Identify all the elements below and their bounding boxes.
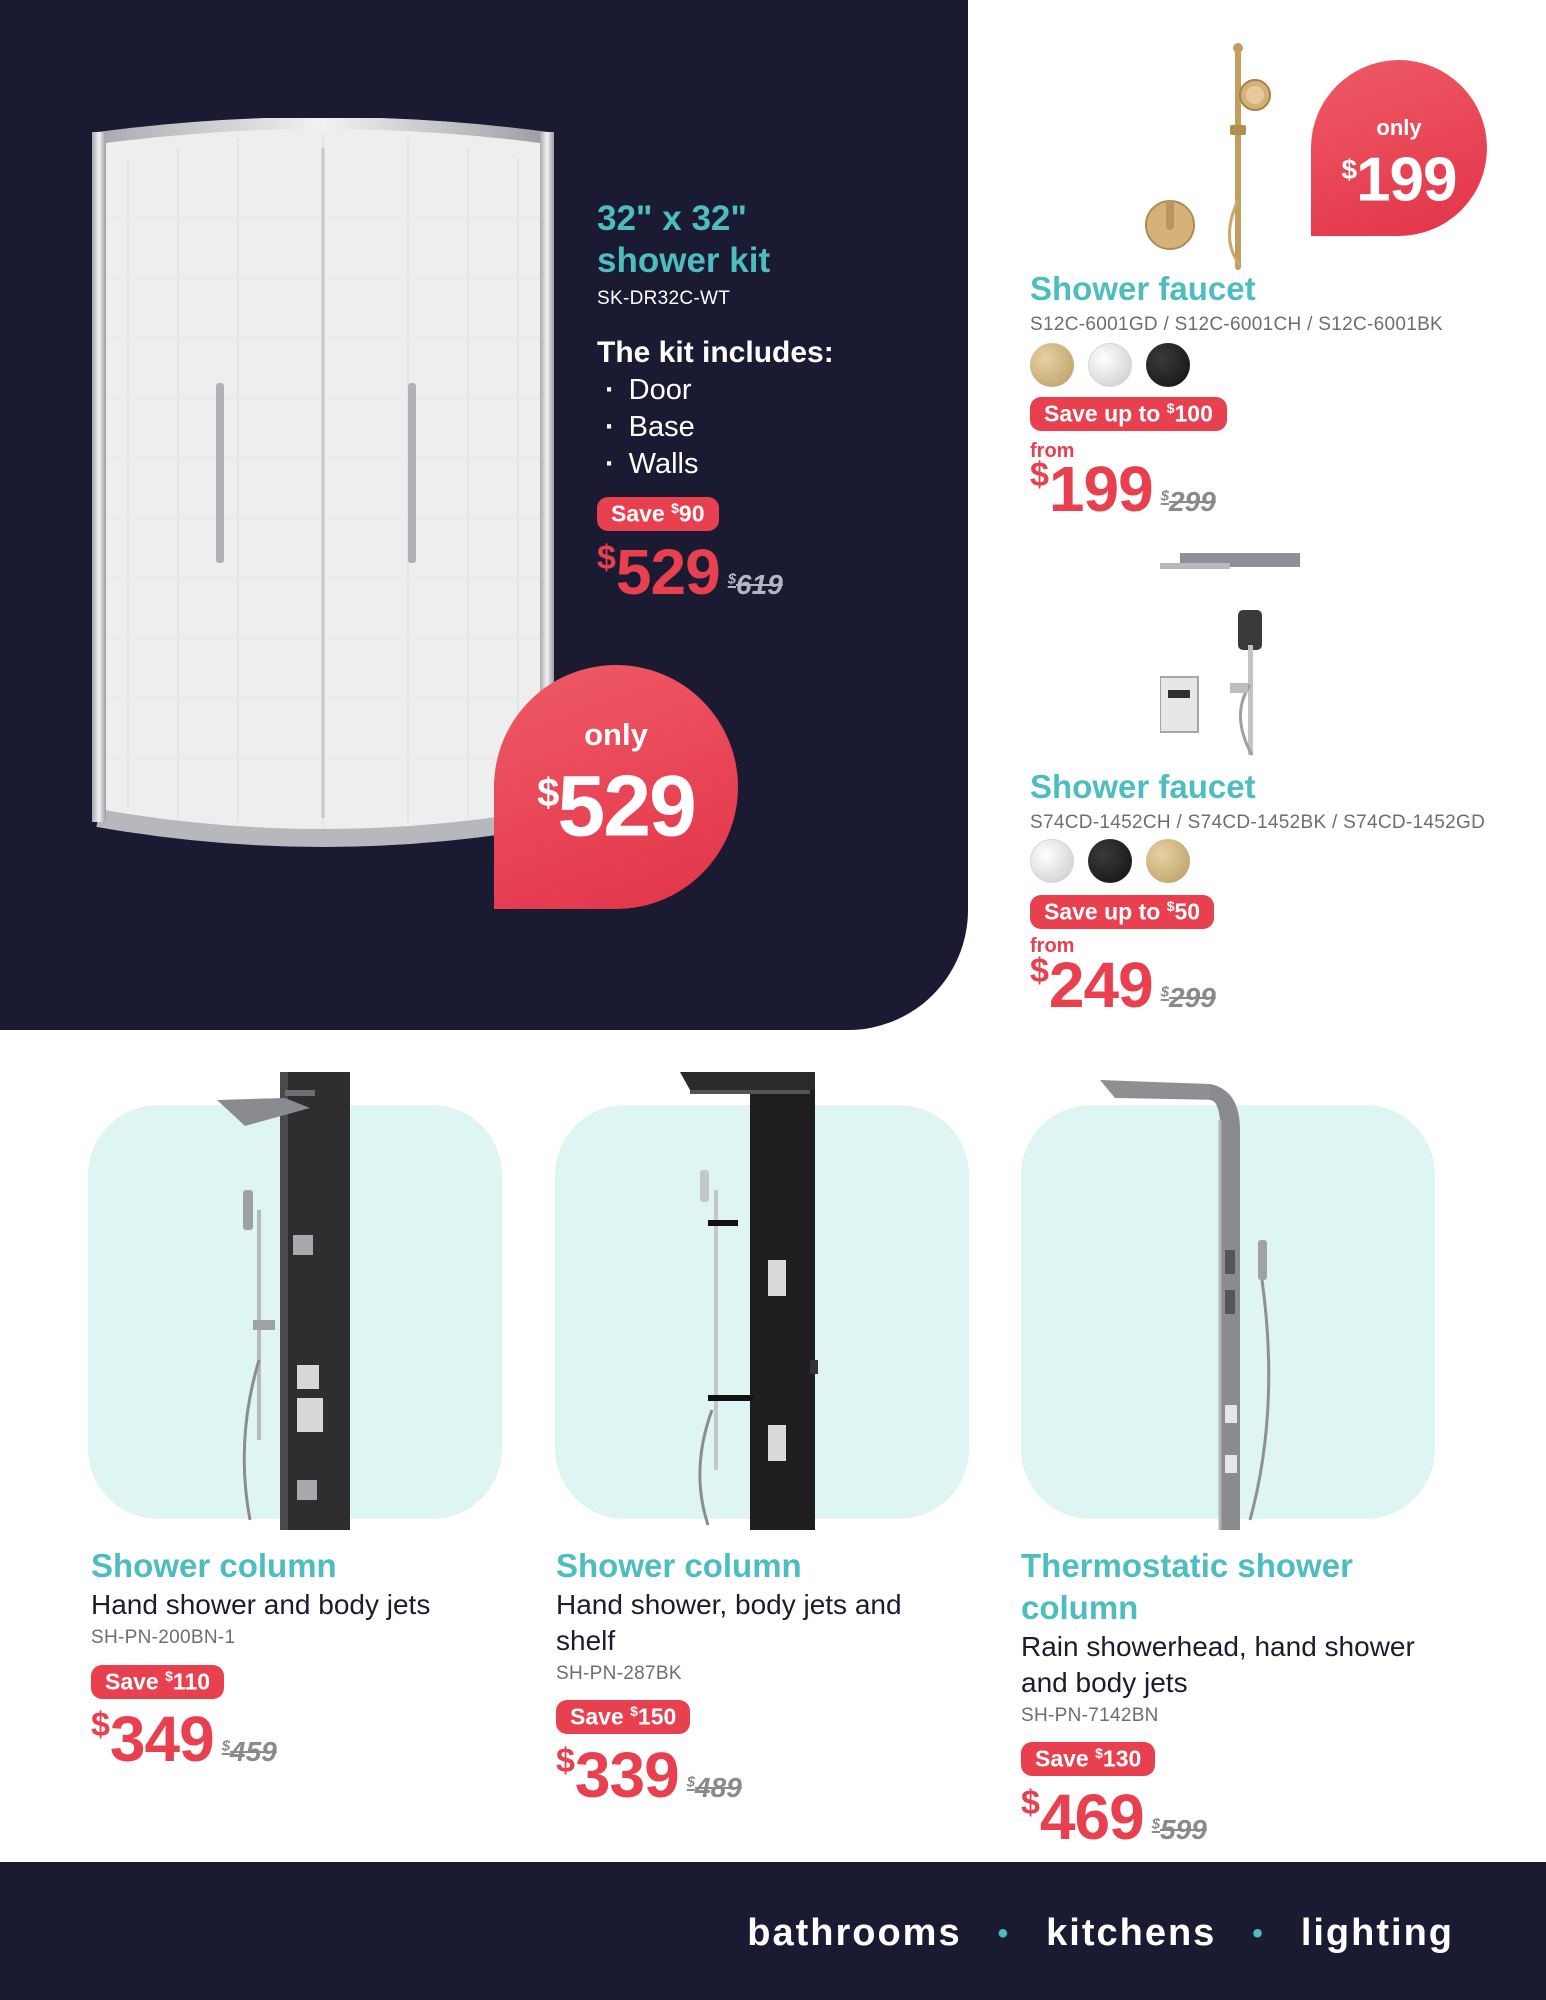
faucet1-price [1030, 452, 1216, 526]
old-price-value: 489 [695, 1772, 742, 1803]
price-currency: $ [1030, 456, 1049, 494]
kit-save-badge [597, 497, 719, 531]
kit-sku: SK-DR32C-WT [597, 288, 731, 309]
kit-includes-heading: The kit includes: [597, 336, 834, 369]
badge-only-label: only [584, 717, 648, 752]
faucet-gold-image [1140, 40, 1300, 275]
faucet1-only-badge [1311, 60, 1487, 236]
price-value: 529 [615, 536, 720, 608]
shower-column-black-image [205, 1060, 365, 1530]
chrome-finish-swatch [1088, 343, 1132, 387]
column2-description: Hand shower, body jets and shelf [556, 1589, 902, 1656]
kit-include-item: · Base [605, 409, 698, 446]
footer-item-lighting: lighting [1300, 1912, 1454, 1954]
old-price [222, 1736, 277, 1767]
old-price-currency: $ [686, 1773, 696, 1791]
faucet1-sku: S12C-6001GD / S12C-6001CH / S12C-6001BK [1030, 314, 1444, 335]
faucet2-finish-swatches [1030, 839, 1190, 883]
badge-price [494, 753, 738, 855]
old-price-value: 299 [1169, 982, 1216, 1013]
save-amount: 90 [678, 500, 705, 527]
badge-currency: $ [1341, 154, 1357, 185]
footer-separator: • [997, 1916, 1011, 1950]
faucet-chrome-image [1160, 545, 1315, 760]
old-price [1161, 486, 1216, 517]
save-label: Save [1035, 1745, 1096, 1772]
save-label: Save [611, 500, 672, 527]
kit-title [597, 198, 770, 282]
price-value: 469 [1039, 1781, 1144, 1853]
black-finish-swatch [1088, 839, 1132, 883]
price-value: 199 [1048, 453, 1153, 525]
column2-sku: SH-PN-287BK [556, 1663, 682, 1684]
column2-save-badge [556, 1700, 690, 1734]
old-price-currency: $ [221, 1737, 231, 1755]
column3-price [1021, 1780, 1207, 1854]
badge-price-value: 529 [557, 758, 695, 855]
gold-finish-swatch [1030, 343, 1074, 387]
save-currency: $ [1166, 400, 1175, 416]
chrome-finish-swatch [1030, 839, 1074, 883]
faucet2-save-badge [1030, 895, 1214, 929]
save-label: Save up to [1044, 898, 1167, 925]
kit-only-badge [494, 665, 738, 909]
shower-column-black-shelf-image [650, 1060, 830, 1530]
old-price-currency: $ [1160, 487, 1170, 505]
footer-item-bathrooms: bathrooms [747, 1912, 962, 1954]
column1-price [91, 1702, 277, 1776]
faucet1-from-label: from [1030, 440, 1075, 462]
price-currency: $ [1021, 1784, 1040, 1822]
badge-price [1311, 141, 1487, 215]
old-price [728, 569, 783, 600]
thermostatic-shower-column-image [1090, 1060, 1280, 1530]
old-price-currency: $ [1160, 983, 1170, 1001]
column1-save-badge [91, 1665, 224, 1699]
save-currency: $ [1166, 898, 1175, 914]
old-price [1152, 1814, 1207, 1845]
price-value: 249 [1048, 949, 1153, 1021]
kit-include-item: · Walls [605, 446, 698, 483]
old-price-value: 299 [1169, 486, 1216, 517]
shower-kit-image [88, 118, 558, 858]
old-price-value: 619 [736, 569, 783, 600]
badge-currency: $ [537, 771, 558, 815]
save-currency: $ [1095, 1745, 1103, 1761]
save-currency: $ [671, 500, 679, 516]
price-currency: $ [597, 539, 616, 577]
price-currency: $ [91, 1706, 110, 1744]
gold-finish-swatch [1146, 839, 1190, 883]
old-price-currency: $ [1151, 1815, 1161, 1833]
badge-price-value: 199 [1356, 145, 1457, 215]
save-label: Save [105, 1668, 166, 1695]
price-currency: $ [1030, 952, 1049, 990]
column3-save-badge [1021, 1742, 1155, 1776]
black-finish-swatch [1146, 343, 1190, 387]
column3-sku: SH-PN-7142BN [1021, 1705, 1159, 1726]
old-price [687, 1772, 742, 1803]
badge-only-label: only [1376, 115, 1422, 140]
old-price [1161, 982, 1216, 1013]
old-price-value: 459 [230, 1736, 277, 1767]
faucet2-from-label: from [1030, 935, 1075, 957]
kit-price [597, 535, 783, 609]
column2-title: Shower column [556, 1547, 802, 1584]
column3-description: Rain showerhead, hand shower and body jets [1021, 1631, 1415, 1698]
faucet1-save-badge [1030, 397, 1227, 431]
column1-description: Hand shower and body jets [91, 1589, 431, 1620]
kit-includes-list [605, 372, 698, 483]
save-label: Save up to [1044, 400, 1167, 427]
save-amount: 50 [1174, 898, 1201, 925]
footer-nav [747, 1912, 1454, 1955]
kit-title-line2: shower kit [597, 241, 771, 280]
column1-title: Shower column [91, 1547, 337, 1584]
column2-price [556, 1738, 742, 1812]
footer-item-kitchens: kitchens [1046, 1912, 1217, 1954]
price-value: 349 [109, 1703, 214, 1775]
old-price-value: 599 [1160, 1814, 1207, 1845]
save-currency: $ [165, 1668, 173, 1684]
faucet1-finish-swatches [1030, 343, 1190, 387]
save-amount: 100 [1174, 400, 1213, 427]
save-label: Save [570, 1703, 631, 1730]
faucet2-price [1030, 948, 1216, 1022]
faucet2-title: Shower faucet [1030, 768, 1256, 805]
column1-sku: SH-PN-200BN-1 [91, 1627, 236, 1648]
price-currency: $ [556, 1742, 575, 1780]
save-amount: 150 [637, 1703, 677, 1730]
kit-include-item: · Door [605, 372, 698, 409]
kit-title-line1: 32" x 32" [597, 199, 747, 238]
footer-separator: • [1252, 1916, 1265, 1950]
save-amount: 110 [172, 1668, 211, 1695]
faucet2-sku: S74CD-1452CH / S74CD-1452BK / S74CD-1452GD [1030, 812, 1486, 833]
price-value: 339 [574, 1739, 679, 1811]
save-amount: 130 [1102, 1745, 1142, 1772]
old-price-currency: $ [727, 570, 737, 588]
faucet1-title: Shower faucet [1030, 270, 1256, 307]
save-currency: $ [630, 1703, 638, 1719]
column3-title: Thermostatic shower column [1021, 1547, 1353, 1626]
